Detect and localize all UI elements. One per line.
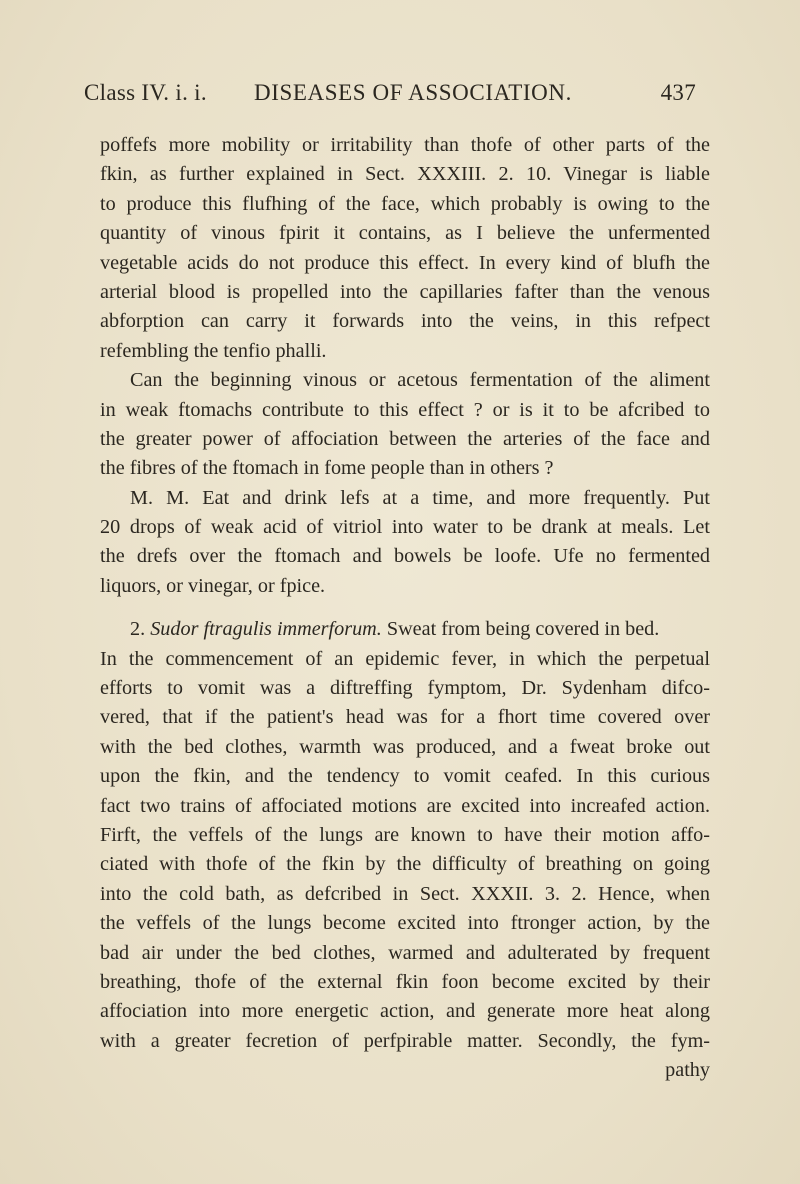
text-line: the fibres of the ftomach in fome people than in others ? — [100, 457, 554, 480]
text-line: ciated with thofe of the fkin by the difficulty of breathing on going — [100, 853, 710, 876]
paragraph-start-line: M. M. Eat and drink lefs at a time, and more frequently. Put — [130, 486, 710, 509]
paragraph-start-line: Can the beginning vinous or acetous fermentation of the aliment — [130, 369, 710, 392]
section-heading — [100, 615, 710, 644]
text-line: in weak ftomachs contribute to this effect ? or is it to be afcribed to — [100, 398, 710, 421]
page-title: DISEASES OF ASSOCIATION. — [254, 80, 572, 105]
text-line: poffefs more mobility or irritability than thofe of other parts of the — [100, 134, 710, 156]
text-line: upon the fkin, and the tendency to vomit ceafed. In this curious — [100, 765, 710, 788]
page-number: 437 — [660, 80, 696, 105]
text-line: arterial blood is propelled into the capillaries fafter than the venous — [100, 280, 710, 303]
text-line: into the cold bath, as defcribed in Sect. XXXII. 3. 2. Hence, when — [100, 882, 710, 905]
running-header — [84, 80, 696, 116]
text-line: In the commencement of an epidemic fever, in which the perpetual — [100, 647, 710, 670]
text-line: refembling the tenfio phalli. — [100, 339, 327, 362]
section-gap — [100, 601, 710, 615]
section-title: Sweat from being covered in bed. — [386, 618, 660, 641]
text-line: with the bed clothes, warmth was produced, and a fweat broke out — [100, 735, 710, 758]
text-line: fkin, as further explained in Sect. XXXIII. 2. 10. Vinegar is liable — [100, 163, 710, 186]
text-line: Firft, the veffels of the lungs are known to have their motion affo- — [100, 823, 710, 846]
text-line: vered, that if the patient's head was for a fhort time covered over — [100, 706, 710, 729]
catchword: pathy — [665, 1059, 710, 1082]
section-latin-title: Sudor ftragulis immerforum. — [150, 618, 382, 641]
text-line: the greater power of affociation between the arteries of the face and — [100, 427, 710, 450]
class-reference: Class IV. i. i. — [84, 80, 207, 105]
text-line: abforption can carry it forwards into the veins, in this refpect — [100, 310, 710, 333]
text-line: the drefs over the ftomach and bowels be loofe. Ufe no fermented — [100, 545, 710, 568]
text-line: liquors, or vinegar, or fpice. — [100, 574, 326, 597]
text-line: efforts to vomit was a diftreffing fymptom, Dr. Sydenham difco- — [100, 677, 710, 700]
text-line: with a greater fecretion of perfpirable matter. Secondly, the fym- — [100, 1029, 710, 1052]
text-line: fact two trains of affociated motions are excited into increafed action. — [100, 794, 710, 817]
text-line: 20 drops of weak acid of vitriol into water to be drank at meals. Let — [100, 516, 710, 539]
text-line: breathing, thofe of the external fkin foon become excited by their — [100, 970, 710, 993]
text-line: vegetable acids do not produce this effect. In every kind of blufh the — [100, 251, 710, 274]
text-line: affociation into more energetic action, and generate more heat along — [100, 1000, 710, 1023]
text-line: bad air under the bed clothes, warmed and adulterated by frequent — [100, 941, 710, 964]
text-line: to produce this flufhing of the face, which probably is owing to the — [100, 192, 710, 215]
main-text — [100, 131, 710, 1086]
section-number: 2. — [130, 618, 146, 641]
text-line: the veffels of the lungs become excited into ftronger action, by the — [100, 912, 710, 935]
text-line: quantity of vinous fpirit it contains, as I believe the unfermented — [100, 222, 710, 245]
